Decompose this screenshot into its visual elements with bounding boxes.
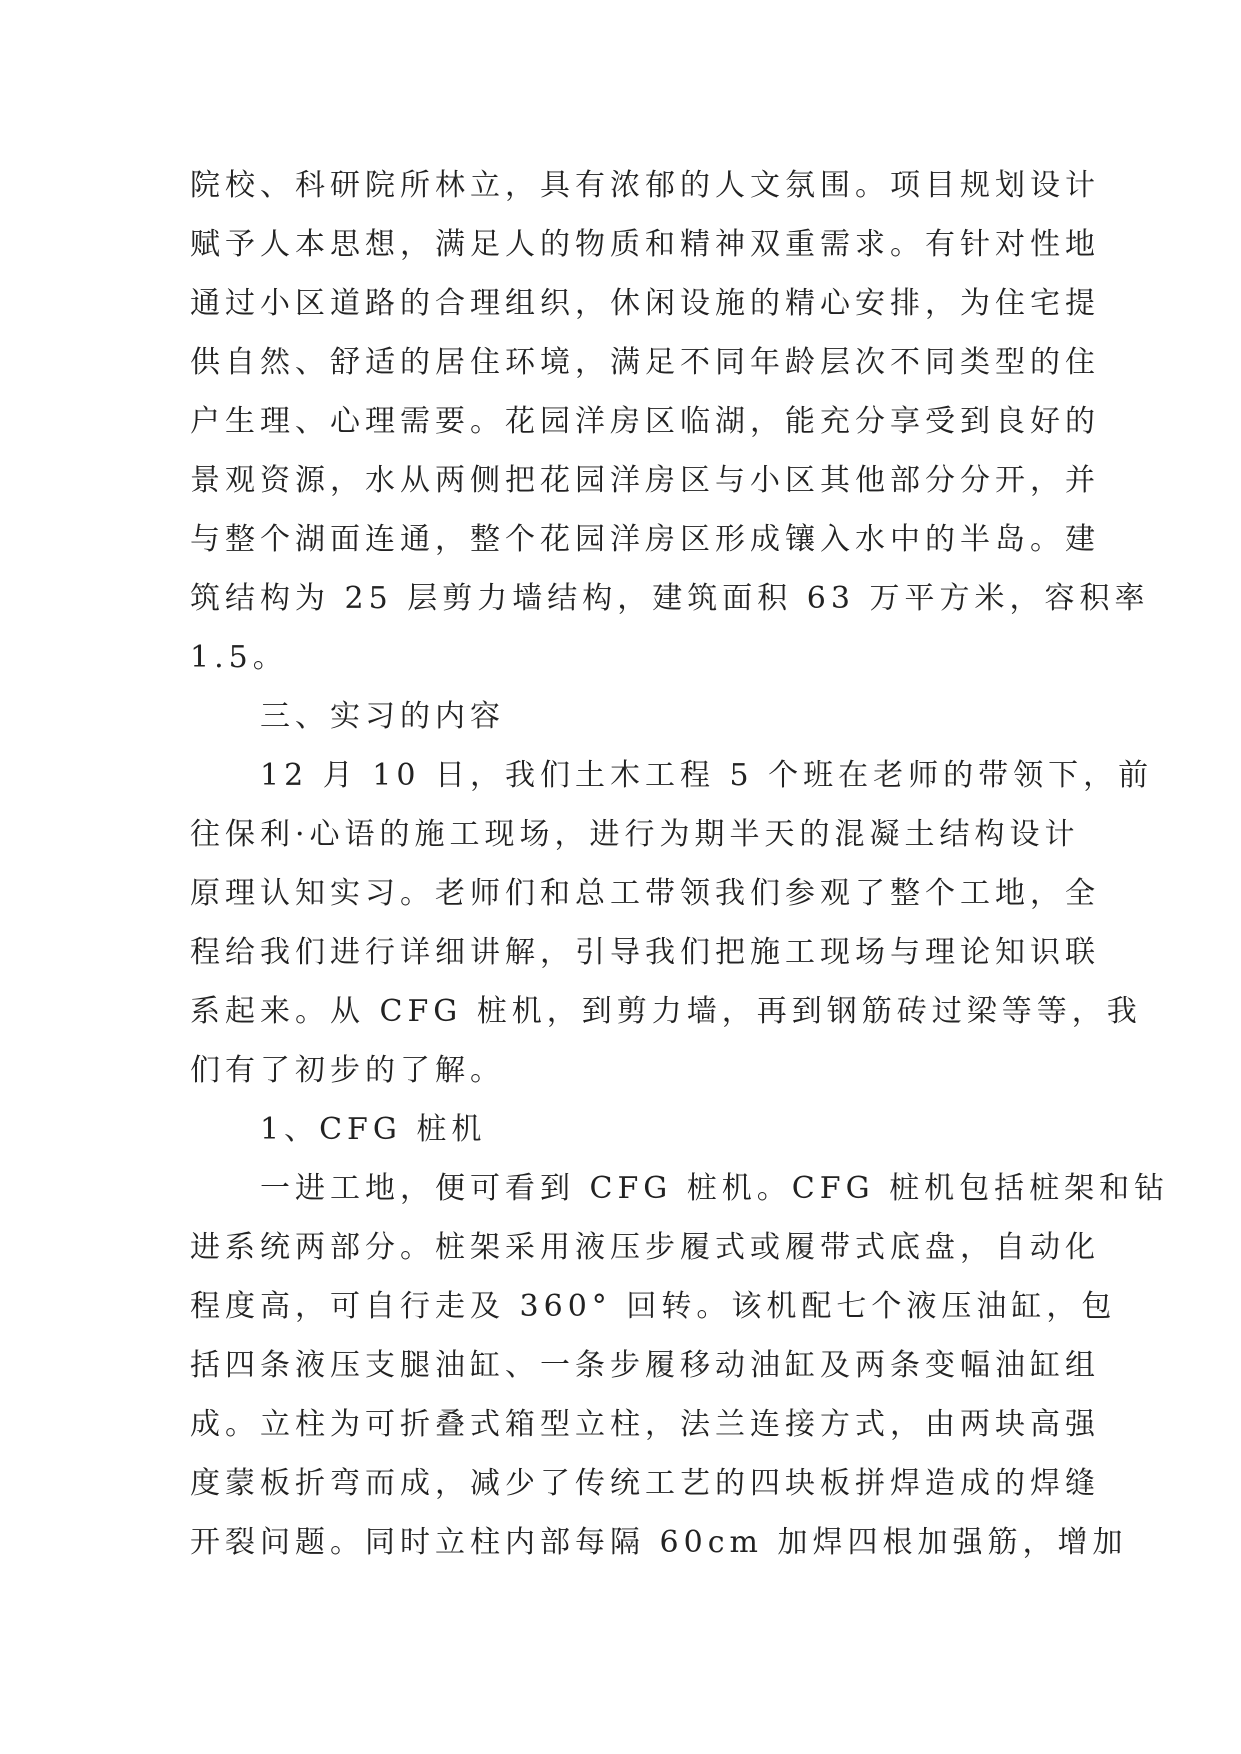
text-line: 院校、科研院所林立，具有浓郁的人文氛围。项目规划设计 [190,168,1100,203]
text-line: 度蒙板折弯而成，减少了传统工艺的四块板拼焊造成的焊缝 [190,1466,1100,1501]
text-line: 通过小区道路的合理组织，休闲设施的精心安排，为住宅提 [190,286,1100,321]
text-line: 与整个湖面连通，整个花园洋房区形成镶入水中的半岛。建 [190,522,1100,557]
text-line: 赋予人本思想，满足人的物质和精神双重需求。有针对性地 [190,227,1100,262]
text-line: 景观资源，水从两侧把花园洋房区与小区其他部分分开，并 [190,463,1100,498]
text-line: 程度高，可自行走及 360° 回转。该机配七个液压油缸，包 [190,1289,1117,1324]
text-line: 户生理、心理需要。花园洋房区临湖，能充分享受到良好的 [190,404,1100,439]
text-line: 系起来。从 CFG 桩机，到剪力墙，再到钢筋砖过梁等等，我 [190,994,1142,1029]
text-line: 1、CFG 桩机 [260,1112,487,1147]
text-line: 进系统两部分。桩架采用液压步履式或履带式底盘，自动化 [190,1230,1100,1265]
text-line: 原理认知实习。老师们和总工带领我们参观了整个工地，全 [190,876,1100,911]
text-line: 括四条液压支腿油缸、一条步履移动油缸及两条变幅油缸组 [190,1348,1100,1383]
text-line: 们有了初步的了解。 [190,1053,505,1088]
text-line: 12 月 10 日，我们土木工程 5 个班在老师的带领下，前 [260,758,1154,793]
text-line: 往保利·心语的施工现场，进行为期半天的混凝土结构设计 [190,817,1080,852]
text-line: 成。立柱为可折叠式箱型立柱，法兰连接方式，由两块高强 [190,1407,1100,1442]
text-line: 三、实习的内容 [260,699,505,734]
text-line: 开裂问题。同时立柱内部每隔 60cm 加焊四根加强筋，增加 [190,1525,1128,1560]
text-line: 1.5。 [190,640,288,675]
text-line: 程给我们进行详细讲解，引导我们把施工现场与理论知识联 [190,935,1100,970]
text-line: 筑结构为 25 层剪力墙结构，建筑面积 63 万平方米，容积率 [190,581,1150,616]
text-line: 供自然、舒适的居住环境，满足不同年龄层次不同类型的住 [190,345,1100,380]
text-line: 一进工地，便可看到 CFG 桩机。CFG 桩机包括桩架和钻 [260,1171,1170,1206]
body-text [190,156,1170,1572]
